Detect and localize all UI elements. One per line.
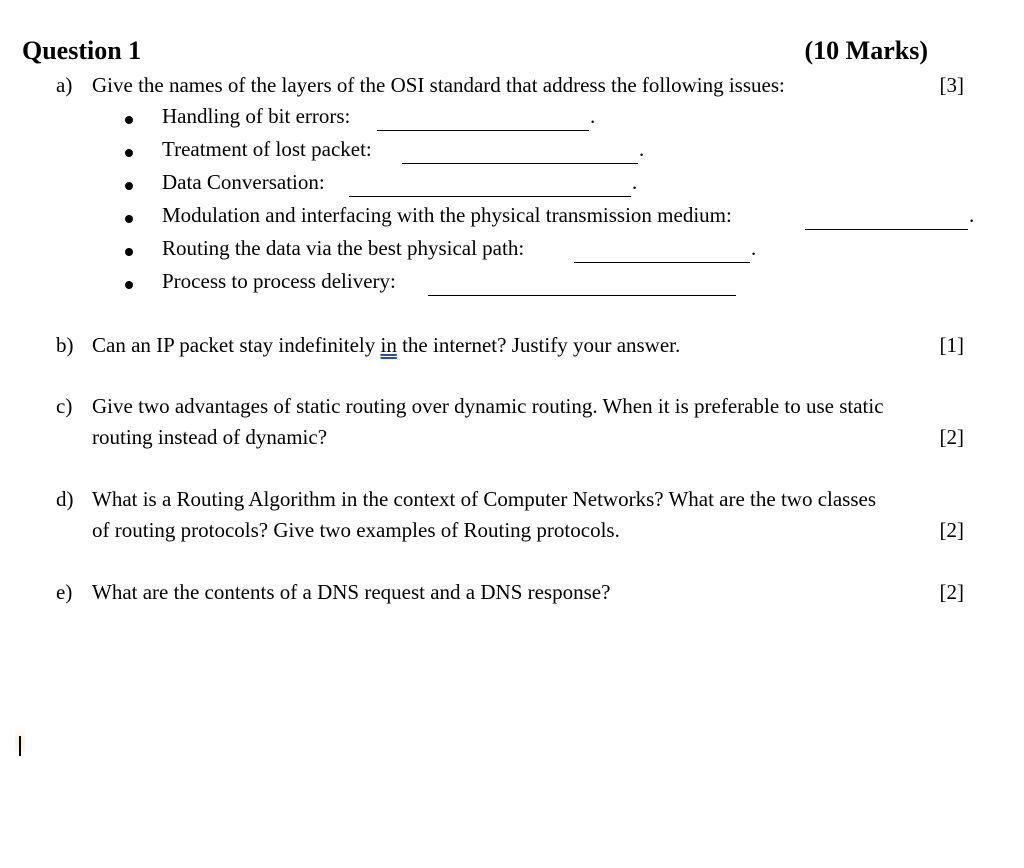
question-b-mark: [1] bbox=[939, 333, 964, 357]
bullet-icon bbox=[125, 215, 133, 223]
question-e-text: What are the contents of a DNS request and a DNS response? bbox=[92, 580, 611, 604]
question-c-line1: Give two advantages of static routing over dynamic routing. When it is preferable to use static bbox=[92, 394, 884, 418]
list-item-label: Handling of bit errors: bbox=[162, 104, 351, 128]
question-a-text: Give the names of the layers of the OSI standard that address the following issues: bbox=[92, 73, 785, 97]
answer-blank[interactable] bbox=[349, 196, 631, 197]
question-d-letter: d) bbox=[56, 487, 74, 511]
question-e-letter: e) bbox=[56, 580, 73, 604]
grammar-flag-word: in bbox=[380, 333, 397, 357]
question-b-text-after: the internet? Justify your answer. bbox=[396, 333, 681, 357]
question-title: Question 1 bbox=[22, 36, 142, 65]
answer-blank[interactable] bbox=[428, 295, 736, 296]
list-item-end: . bbox=[639, 137, 645, 161]
text-cursor-icon bbox=[19, 736, 21, 756]
bullet-icon bbox=[125, 281, 133, 289]
question-b-letter: b) bbox=[56, 333, 74, 357]
question-e-mark: [2] bbox=[939, 580, 964, 604]
question-c-line2: routing instead of dynamic? bbox=[92, 425, 328, 449]
answer-blank[interactable] bbox=[402, 163, 638, 164]
question-b-text bbox=[92, 330, 972, 361]
bullet-icon bbox=[125, 248, 133, 256]
bullet-icon bbox=[125, 149, 133, 157]
list-item-label: Routing the data via the best physical path: bbox=[162, 236, 525, 260]
question-c-letter: c) bbox=[56, 394, 73, 418]
list-item-end: . bbox=[590, 104, 596, 128]
list-item-label: Treatment of lost packet: bbox=[162, 137, 372, 161]
list-item-label: Process to process delivery: bbox=[162, 269, 396, 293]
question-d-line2: of routing protocols? Give two examples of Routing protocols. bbox=[92, 518, 620, 542]
answer-blank[interactable] bbox=[377, 130, 589, 131]
list-item-end: . bbox=[969, 203, 975, 227]
question-c-mark: [2] bbox=[939, 425, 964, 449]
answer-blank[interactable] bbox=[805, 229, 968, 230]
list-item-end: . bbox=[632, 170, 638, 194]
question-a-mark: [3] bbox=[939, 73, 964, 97]
list-item-end: . bbox=[751, 236, 757, 260]
bullet-icon bbox=[125, 182, 133, 190]
question-b-text-before: Can an IP packet stay indefinitely bbox=[92, 333, 381, 357]
list-item-label: Data Conversation: bbox=[162, 170, 325, 194]
list-item-label: Modulation and interfacing with the physical transmission medium: bbox=[162, 203, 732, 227]
question-total-marks: (10 Marks) bbox=[804, 36, 928, 65]
question-a-letter: a) bbox=[56, 73, 73, 97]
question-d-mark: [2] bbox=[939, 518, 964, 542]
question-d-line1: What is a Routing Algorithm in the context of Computer Networks? What are the two classes bbox=[92, 487, 877, 511]
bullet-icon bbox=[125, 116, 133, 124]
answer-blank[interactable] bbox=[574, 262, 750, 263]
